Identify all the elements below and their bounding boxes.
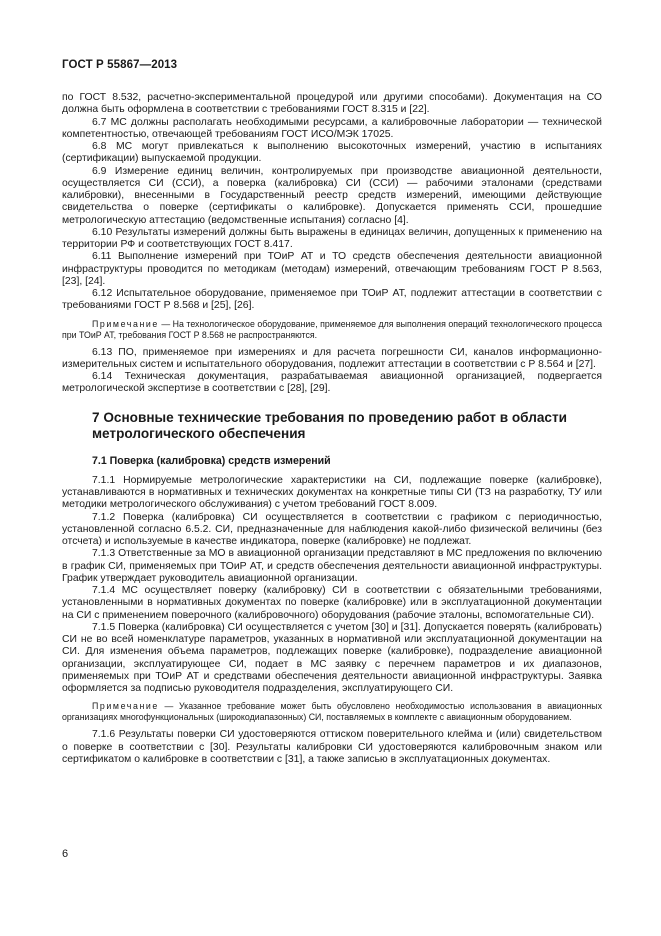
paragraph-6-14: 6.14 Техническая документация, разрабатываемая авиационной организацией, подвергается метрологической экспертизе в соответствии с [28], [29]. [62,371,602,395]
paragraph-7-1-1: 7.1.1 Нормируемые метрологические характеристики на СИ, подлежащие поверке (калибровке), устанавливаются в нормативных и технических документах на конкретные типы СИ (ТЗ на разработку, ТУ или методики метрологического обслуживания) с учетом требований ГОСТ 8.009. [62,474,602,511]
paragraph-7-1-4: 7.1.4 МС осуществляет поверку (калибровку) СИ в соответствии с обязательными требованиями, установленными в нормативных документах по поверке (калибровке) или в эксплуатационной документации на СИ с применением поверочного (калибровочного) оборудования (рабочие эталоны, вспомогательные СИ). [62,585,602,621]
paragraph-6-13: 6.13 ПО, применяемое при измерениях и для расчета погрешности СИ, каналов информационно-измерительных систем и испытательного оборудования, подлежит аттестации в соответствии с Р 8.564 и [27]. [62,346,602,370]
paragraph-7-1-2: 7.1.2 Поверка (калибровка) СИ осуществляется в соответствии с графиком с периодичностью, установленной согласно 6.5.2. СИ, предназначенные для наблюдения какой-либо физической величины (без отсчета) и используемые в качестве индикатора, поверке (калибровке) не подлежат. [62,511,602,547]
note-6-12 [62,319,602,341]
paragraph-6-11: 6.11 Выполнение измерений при ТОиР АТ и ТО средств обеспечения деятельности авиационной инфраструктуры проводится по методикам (методам) измерений, отвечающим требованиям ГОСТ Р 8.563, [23], [24]. [62,251,602,287]
note-label: Примечание [92,318,159,329]
paragraph-6-8: 6.8 МС могут привлекаться к выполнению высокоточных измерений, участию в испытаниях (сертификации) выпускаемой продукции. [62,141,602,165]
section-7-title: 7 Основные технические требования по проведению работ в области метрологического обеспечения [92,409,567,441]
document-body [62,92,602,766]
paragraph-6-12: 6.12 Испытательное оборудование, применяемое при ТОиР АТ, подлежит аттестации в соответствии с требованиями ГОСТ Р 8.568 и [25], [26]. [62,288,602,312]
paragraph-6-10: 6.10 Результаты измерений должны быть выражены в единицах величин, допущенных к применению на территории РФ и соответствующих ГОСТ 8.417. [62,226,602,250]
note-label: Примечание [92,701,159,712]
paragraph-7-1-5: 7.1.5 Поверка (калибровка) СИ осуществляется с учетом [30] и [31]. Допускается поверять (калибровать) СИ не во всей номенклатуре параметров, указанных в нормативной или эксплуатационной документации на СИ. Для изменения объема параметров, подлежащих поверке (калибровке), подразделение авиационной организации, эксплуатирующее СИ, подает в МС заявку с перечнем параметров и их диапазонов, применяемых при ТОиР АТ и средствами обеспечения деятельности авиационной инфраструктуры. Заявка оформляется за подписью руководителя подразделения, эксплуатирующего СИ. [62,621,602,694]
paragraph-6-7: 6.7 МС должны располагать необходимыми ресурсами, а калибровочные лаборатории — технической компетентностью, отвечающей требованиям ГОСТ ИСО/МЭК 17025. [62,116,602,140]
document-code-header: ГОСТ Р 55867—2013 [62,59,178,71]
subsection-7-1-title: 7.1 Поверка (калибровка) средств измерений [92,454,331,467]
note-text: — Указанное требование может быть обусловлено необходимостью использования в авиационных организациях многофункциональных (широкодиапазонных) СИ, поставляемых в комплекте с авиационным оборудованием. [62,701,602,723]
page-number: 6 [62,848,69,860]
paragraph-6-6-continuation: по ГОСТ 8.532, расчетно-экспериментальной процедурой или другими способами). Документация на СО должна быть оформлена в соответствии с требованиями ГОСТ 8.315 и [22]. [62,92,602,116]
paragraph-7-1-6: 7.1.6 Результаты поверки СИ удостоверяются оттиском поверительного клейма и (или) свидетельством о поверке в соответствии с [30]. Результаты калибровки СИ удостоверяются калибровочным знаком или сертификатом о калибровке в соответствии с [31], а также записью в эксплуатационных документах. [62,729,602,765]
paragraph-6-9: 6.9 Измерение единиц величин, контролируемых при производстве авиационной деятельности, осуществляется СИ (ССИ), а поверка (калибровка) СИ (ССИ) — рабочими эталонами (средствами калибровки), внесенными в Государственный реестр средств измерений, имеющими действующие свидетельства о поверке (сертификаты о калибровке). Допускается применять ССИ, прошедшие метрологическую аттестацию (ведомственные испытания) согласно [4]. [62,165,602,226]
note-7-1-5 [62,701,602,723]
note-text: — На технологическое оборудование, применяемое для выполнения операций технологического процесса при ТОиР АТ, требования ГОСТ Р 8.568 не распространяются. [62,318,602,340]
paragraph-7-1-3: 7.1.3 Ответственные за МО в авиационной организации представляют в МС предложения по включению в график СИ, применяемых при ТОиР АТ, и средств обеспечения деятельности авиационной инфраструктуры. График утверждает руководитель авиационной организации. [62,548,602,584]
